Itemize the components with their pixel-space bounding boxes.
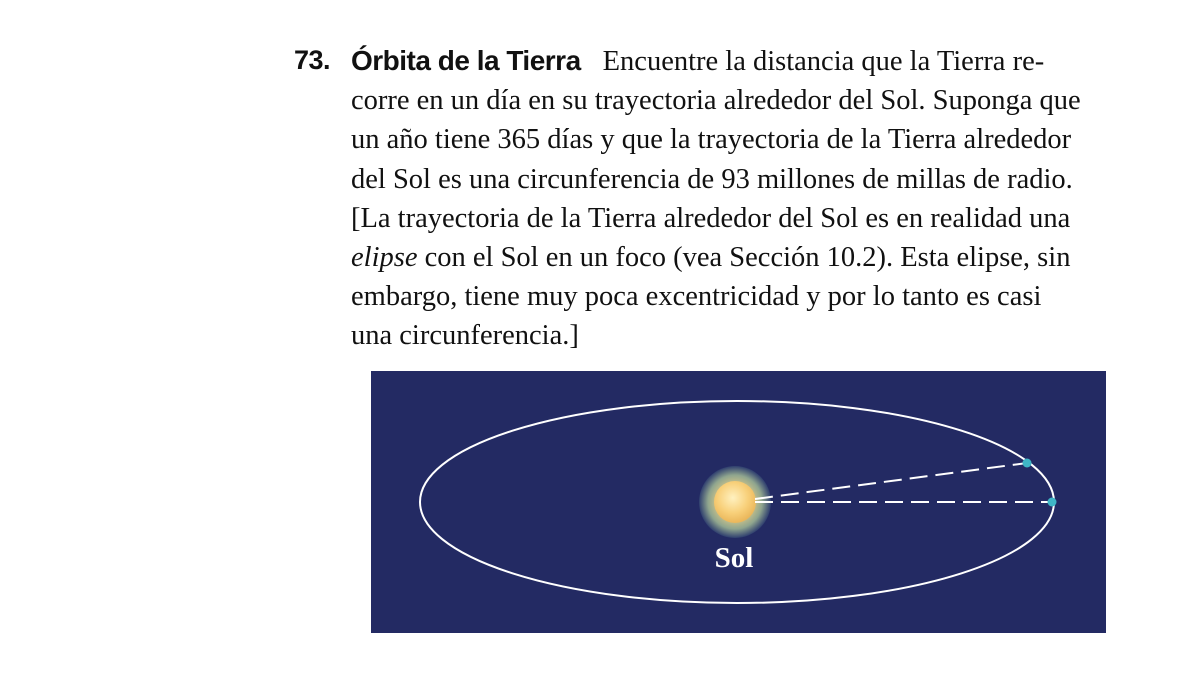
sun-icon	[714, 481, 756, 523]
problem-number: 73.	[294, 45, 331, 75]
problem-line-5: [La trayectoria de la Tierra alrededor del Sol es en realidad una	[351, 202, 1071, 234]
problem-line-1	[351, 41, 1181, 81]
problem-title: Órbita de la Tierra	[351, 45, 581, 76]
earth-position-icon-upper	[1023, 459, 1032, 468]
orbit-diagram	[371, 371, 1106, 633]
italic-elipse: elipse	[351, 242, 418, 274]
radius-line-upper	[755, 463, 1027, 499]
problem-line-1-text: Encuentre la distancia que la Tierra re-	[602, 46, 1045, 77]
problem-line-2: corre en un día en su trayectoria alrededor del Sol. Suponga que	[351, 85, 1081, 117]
problem-text	[351, 41, 1181, 356]
problem-line-6-text: con el Sol en un foco (vea Sección 10.2). Esta elipse, sin	[417, 242, 1071, 274]
problem-line-8: una circunferencia.]	[351, 320, 579, 352]
earth-position-icon-lower	[1048, 498, 1057, 507]
problem-line-7: embargo, tiene muy poca excentricidad y por lo tanto es casi	[351, 281, 1042, 313]
problem-line-6	[351, 238, 1181, 277]
problem-line-4: del Sol es una circunferencia de 93 millones de millas de radio.	[351, 163, 1073, 195]
orbit-figure	[371, 371, 1106, 633]
sun-label: Sol	[714, 542, 754, 574]
problem-line-3: un año tiene 365 días y que la trayectoria de la Tierra alrededor	[351, 124, 1072, 156]
